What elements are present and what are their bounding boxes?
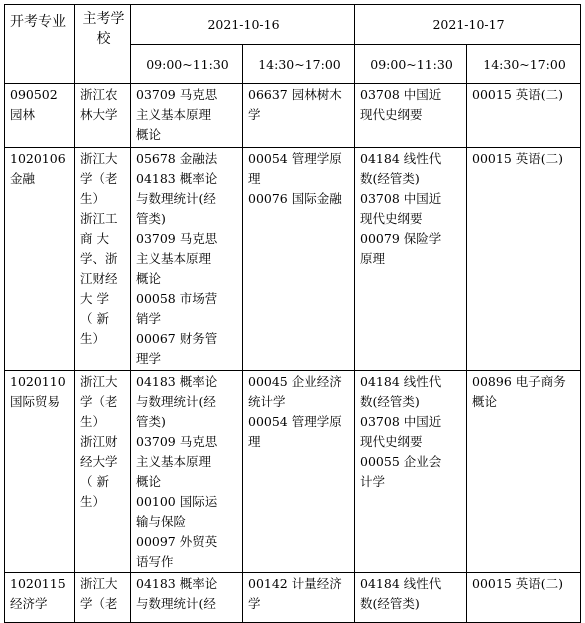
cell-line: 04184 线性代	[360, 374, 442, 389]
cell-line: 语写作	[136, 554, 174, 569]
exam-cell-d1-am	[131, 84, 243, 148]
exam-cell-d2-pm	[467, 371, 581, 573]
cell-line: 090502	[10, 87, 58, 102]
major-cell	[5, 371, 75, 573]
cell-line: 销学	[136, 311, 162, 326]
cell-line: 概论	[136, 127, 162, 142]
school-cell	[75, 84, 131, 148]
header-time-d2-am: 09:00~11:30	[355, 45, 467, 84]
cell-line: 生）	[80, 494, 106, 509]
cell-line: 主义基本原理	[136, 454, 212, 469]
cell-line: 00896 电子商务	[472, 374, 566, 389]
cell-line: 学（老	[80, 596, 118, 611]
cell-line: 04183 概率论	[136, 576, 218, 591]
table-row	[5, 84, 581, 148]
cell-line: 浙江大	[80, 151, 118, 166]
exam-cell-d1-am	[131, 371, 243, 573]
cell-line: 00067 财务管	[136, 331, 218, 346]
exam-cell-d2-pm	[467, 84, 581, 148]
cell-line: 浙江财	[80, 434, 118, 449]
header-time-d1-pm: 14:30~17:00	[243, 45, 355, 84]
cell-line: 00054 管理学原	[248, 151, 342, 166]
cell-line: 江财经	[80, 271, 118, 286]
school-cell	[75, 573, 131, 623]
header-date-1: 2021-10-16	[131, 5, 355, 45]
cell-line: 03709 马克思	[136, 434, 218, 449]
cell-line: 数(经管类)	[360, 171, 420, 186]
exam-schedule-table	[4, 4, 581, 623]
major-cell	[5, 573, 75, 623]
cell-line: 现代史纲要	[360, 107, 423, 122]
cell-line: 1020115	[10, 576, 66, 591]
cell-line: 1020110	[10, 374, 66, 389]
cell-line: 00055 企业会	[360, 454, 442, 469]
cell-line: 管类)	[136, 414, 166, 429]
header-date-2: 2021-10-17	[355, 5, 581, 45]
exam-cell-d1-pm	[243, 371, 355, 573]
header-major: 开考专业	[5, 5, 75, 84]
cell-line: 04183 概率论	[136, 171, 218, 186]
table-row	[5, 371, 581, 573]
cell-line: 04184 线性代	[360, 576, 442, 591]
table-row	[5, 573, 581, 623]
cell-line: 生）	[80, 191, 106, 206]
cell-line: （ 新	[80, 311, 109, 326]
exam-cell-d1-pm	[243, 84, 355, 148]
major-cell	[5, 84, 75, 148]
cell-line: 计学	[360, 474, 386, 489]
cell-line: 学（老	[80, 171, 118, 186]
cell-line: 数(经管类)	[360, 394, 420, 409]
exam-cell-d2-am	[355, 84, 467, 148]
exam-cell-d2-am	[355, 573, 467, 623]
table-row	[5, 148, 581, 371]
cell-line: 商 大	[80, 231, 109, 246]
cell-line: 大 学	[80, 291, 109, 306]
cell-line: 主义基本原理	[136, 107, 212, 122]
cell-line: 06637 园林树木	[248, 87, 342, 102]
cell-line: 理	[248, 171, 261, 186]
exam-cell-d1-am	[131, 573, 243, 623]
cell-line: 生）	[80, 331, 106, 346]
cell-line: 03708 中国近	[360, 87, 442, 102]
cell-line: 学	[248, 596, 261, 611]
cell-line: 00097 外贸英	[136, 534, 218, 549]
exam-cell-d1-pm	[243, 148, 355, 371]
cell-line: （ 新	[80, 474, 109, 489]
school-cell	[75, 371, 131, 573]
cell-line: 00058 市场营	[136, 291, 218, 306]
cell-line: 03709 马克思	[136, 87, 218, 102]
cell-line: 00100 国际运	[136, 494, 218, 509]
cell-line: 00015 英语(二)	[472, 576, 564, 591]
cell-line: 00142 计量经济	[248, 576, 342, 591]
exam-cell-d2-am	[355, 371, 467, 573]
cell-line: 与数理统计(经	[136, 394, 216, 409]
cell-line: 03708 中国近	[360, 414, 442, 429]
exam-cell-d2-am	[355, 148, 467, 371]
cell-line: 00054 管理学原	[248, 414, 342, 429]
cell-line: 管类)	[136, 211, 166, 226]
cell-line: 00045 企业经济	[248, 374, 342, 389]
cell-line: 数(经管类)	[360, 596, 420, 611]
cell-line: 浙江大	[80, 576, 118, 591]
exam-cell-d2-pm	[467, 148, 581, 371]
cell-line: 理学	[136, 351, 162, 366]
cell-line: 输与保险	[136, 514, 187, 529]
cell-line: 与数理统计(经	[136, 191, 216, 206]
cell-line: 学、浙	[80, 251, 118, 266]
exam-cell-d2-pm	[467, 573, 581, 623]
cell-line: 05678 金融法	[136, 151, 218, 166]
header-time-d1-am: 09:00~11:30	[131, 45, 243, 84]
cell-line: 理	[248, 434, 261, 449]
cell-line: 概论	[472, 394, 498, 409]
cell-line: 00015 英语(二)	[472, 151, 564, 166]
major-cell	[5, 148, 75, 371]
cell-line: 00015 英语(二)	[472, 87, 564, 102]
header-school: 主考学校	[75, 5, 131, 84]
cell-line: 1020106	[10, 151, 66, 166]
cell-line: 原理	[360, 251, 386, 266]
cell-line: 主义基本原理	[136, 251, 212, 266]
cell-line: 现代史纲要	[360, 434, 423, 449]
cell-line: 统计学	[248, 394, 286, 409]
cell-line: 生）	[80, 414, 106, 429]
header-row-dates	[5, 5, 581, 45]
cell-line: 00079 保险学	[360, 231, 442, 246]
cell-line: 金融	[10, 171, 36, 186]
cell-line: 现代史纲要	[360, 211, 423, 226]
cell-line: 国际贸易	[10, 394, 61, 409]
cell-line: 03708 中国近	[360, 191, 442, 206]
cell-line: 04183 概率论	[136, 374, 218, 389]
cell-line: 03709 马克思	[136, 231, 218, 246]
cell-line: 经济学	[10, 596, 48, 611]
cell-line: 与数理统计(经	[136, 596, 216, 611]
cell-line: 00076 国际金融	[248, 191, 342, 206]
cell-line: 浙江农	[80, 87, 118, 102]
cell-line: 学	[248, 107, 261, 122]
school-cell	[75, 148, 131, 371]
cell-line: 浙江大	[80, 374, 118, 389]
cell-line: 概论	[136, 474, 162, 489]
cell-line: 学（老	[80, 394, 118, 409]
cell-line: 林大学	[80, 107, 118, 122]
header-time-d2-pm: 14:30~17:00	[467, 45, 581, 84]
cell-line: 经大学	[80, 454, 118, 469]
exam-cell-d1-am	[131, 148, 243, 371]
cell-line: 概论	[136, 271, 162, 286]
cell-line: 园林	[10, 107, 36, 122]
cell-line: 浙江工	[80, 211, 118, 226]
cell-line: 04184 线性代	[360, 151, 442, 166]
exam-cell-d1-pm	[243, 573, 355, 623]
